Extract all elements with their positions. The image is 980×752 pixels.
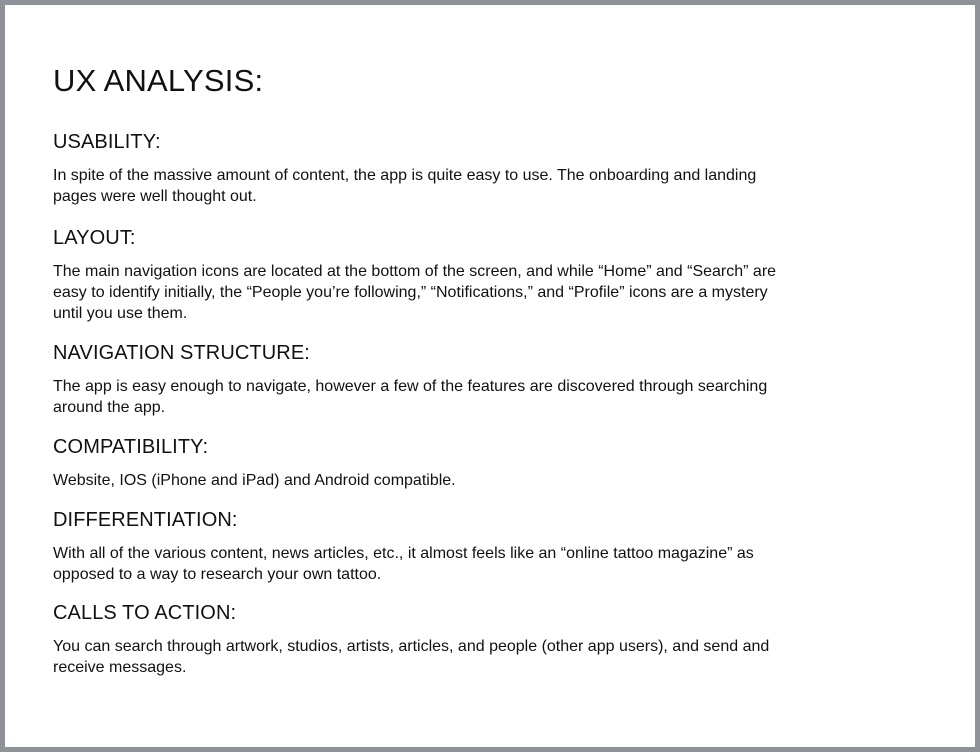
section-compatibility bbox=[53, 436, 873, 491]
section-heading-layout: LAYOUT: bbox=[53, 227, 136, 249]
section-heading-navigation-structure: NAVIGATION STRUCTURE: bbox=[53, 342, 310, 364]
section-body-layout: The main navigation icons are located at the bottom of the screen, and while “Home” and “Search” are easy to identify initially, the “People you’re following,” “Notifications,” and “Profile” icons are a mystery until you use them. bbox=[53, 263, 777, 322]
section-usability bbox=[53, 131, 873, 207]
section-body-differentiation: With all of the various content, news articles, etc., it almost feels like an “online tattoo magazine” as opposed to a way to research your own tattoo. bbox=[53, 545, 754, 583]
section-layout bbox=[53, 227, 873, 324]
section-navigation-structure bbox=[53, 342, 873, 418]
section-body-compatibility: Website, IOS (iPhone and iPad) and Android compatible. bbox=[53, 472, 456, 489]
section-body-calls-to-action: You can search through artwork, studios, artists, articles, and people (other app users), and send and receive messages. bbox=[53, 638, 770, 676]
section-heading-differentiation: DIFFERENTIATION: bbox=[53, 509, 238, 531]
section-heading-calls-to-action: CALLS TO ACTION: bbox=[53, 602, 237, 624]
section-heading-compatibility: COMPATIBILITY: bbox=[53, 436, 209, 458]
section-body-usability: In spite of the massive amount of content, the app is quite easy to use. The onboarding and landing pages were well thought out. bbox=[53, 167, 757, 205]
section-differentiation bbox=[53, 509, 873, 585]
section-calls-to-action bbox=[53, 602, 873, 678]
section-heading-usability: USABILITY: bbox=[53, 131, 161, 153]
document-title: UX ANALYSIS: bbox=[53, 63, 264, 98]
section-body-navigation-structure: The app is easy enough to navigate, however a few of the features are discovered through searching around the app. bbox=[53, 378, 768, 416]
document-content bbox=[53, 63, 873, 676]
